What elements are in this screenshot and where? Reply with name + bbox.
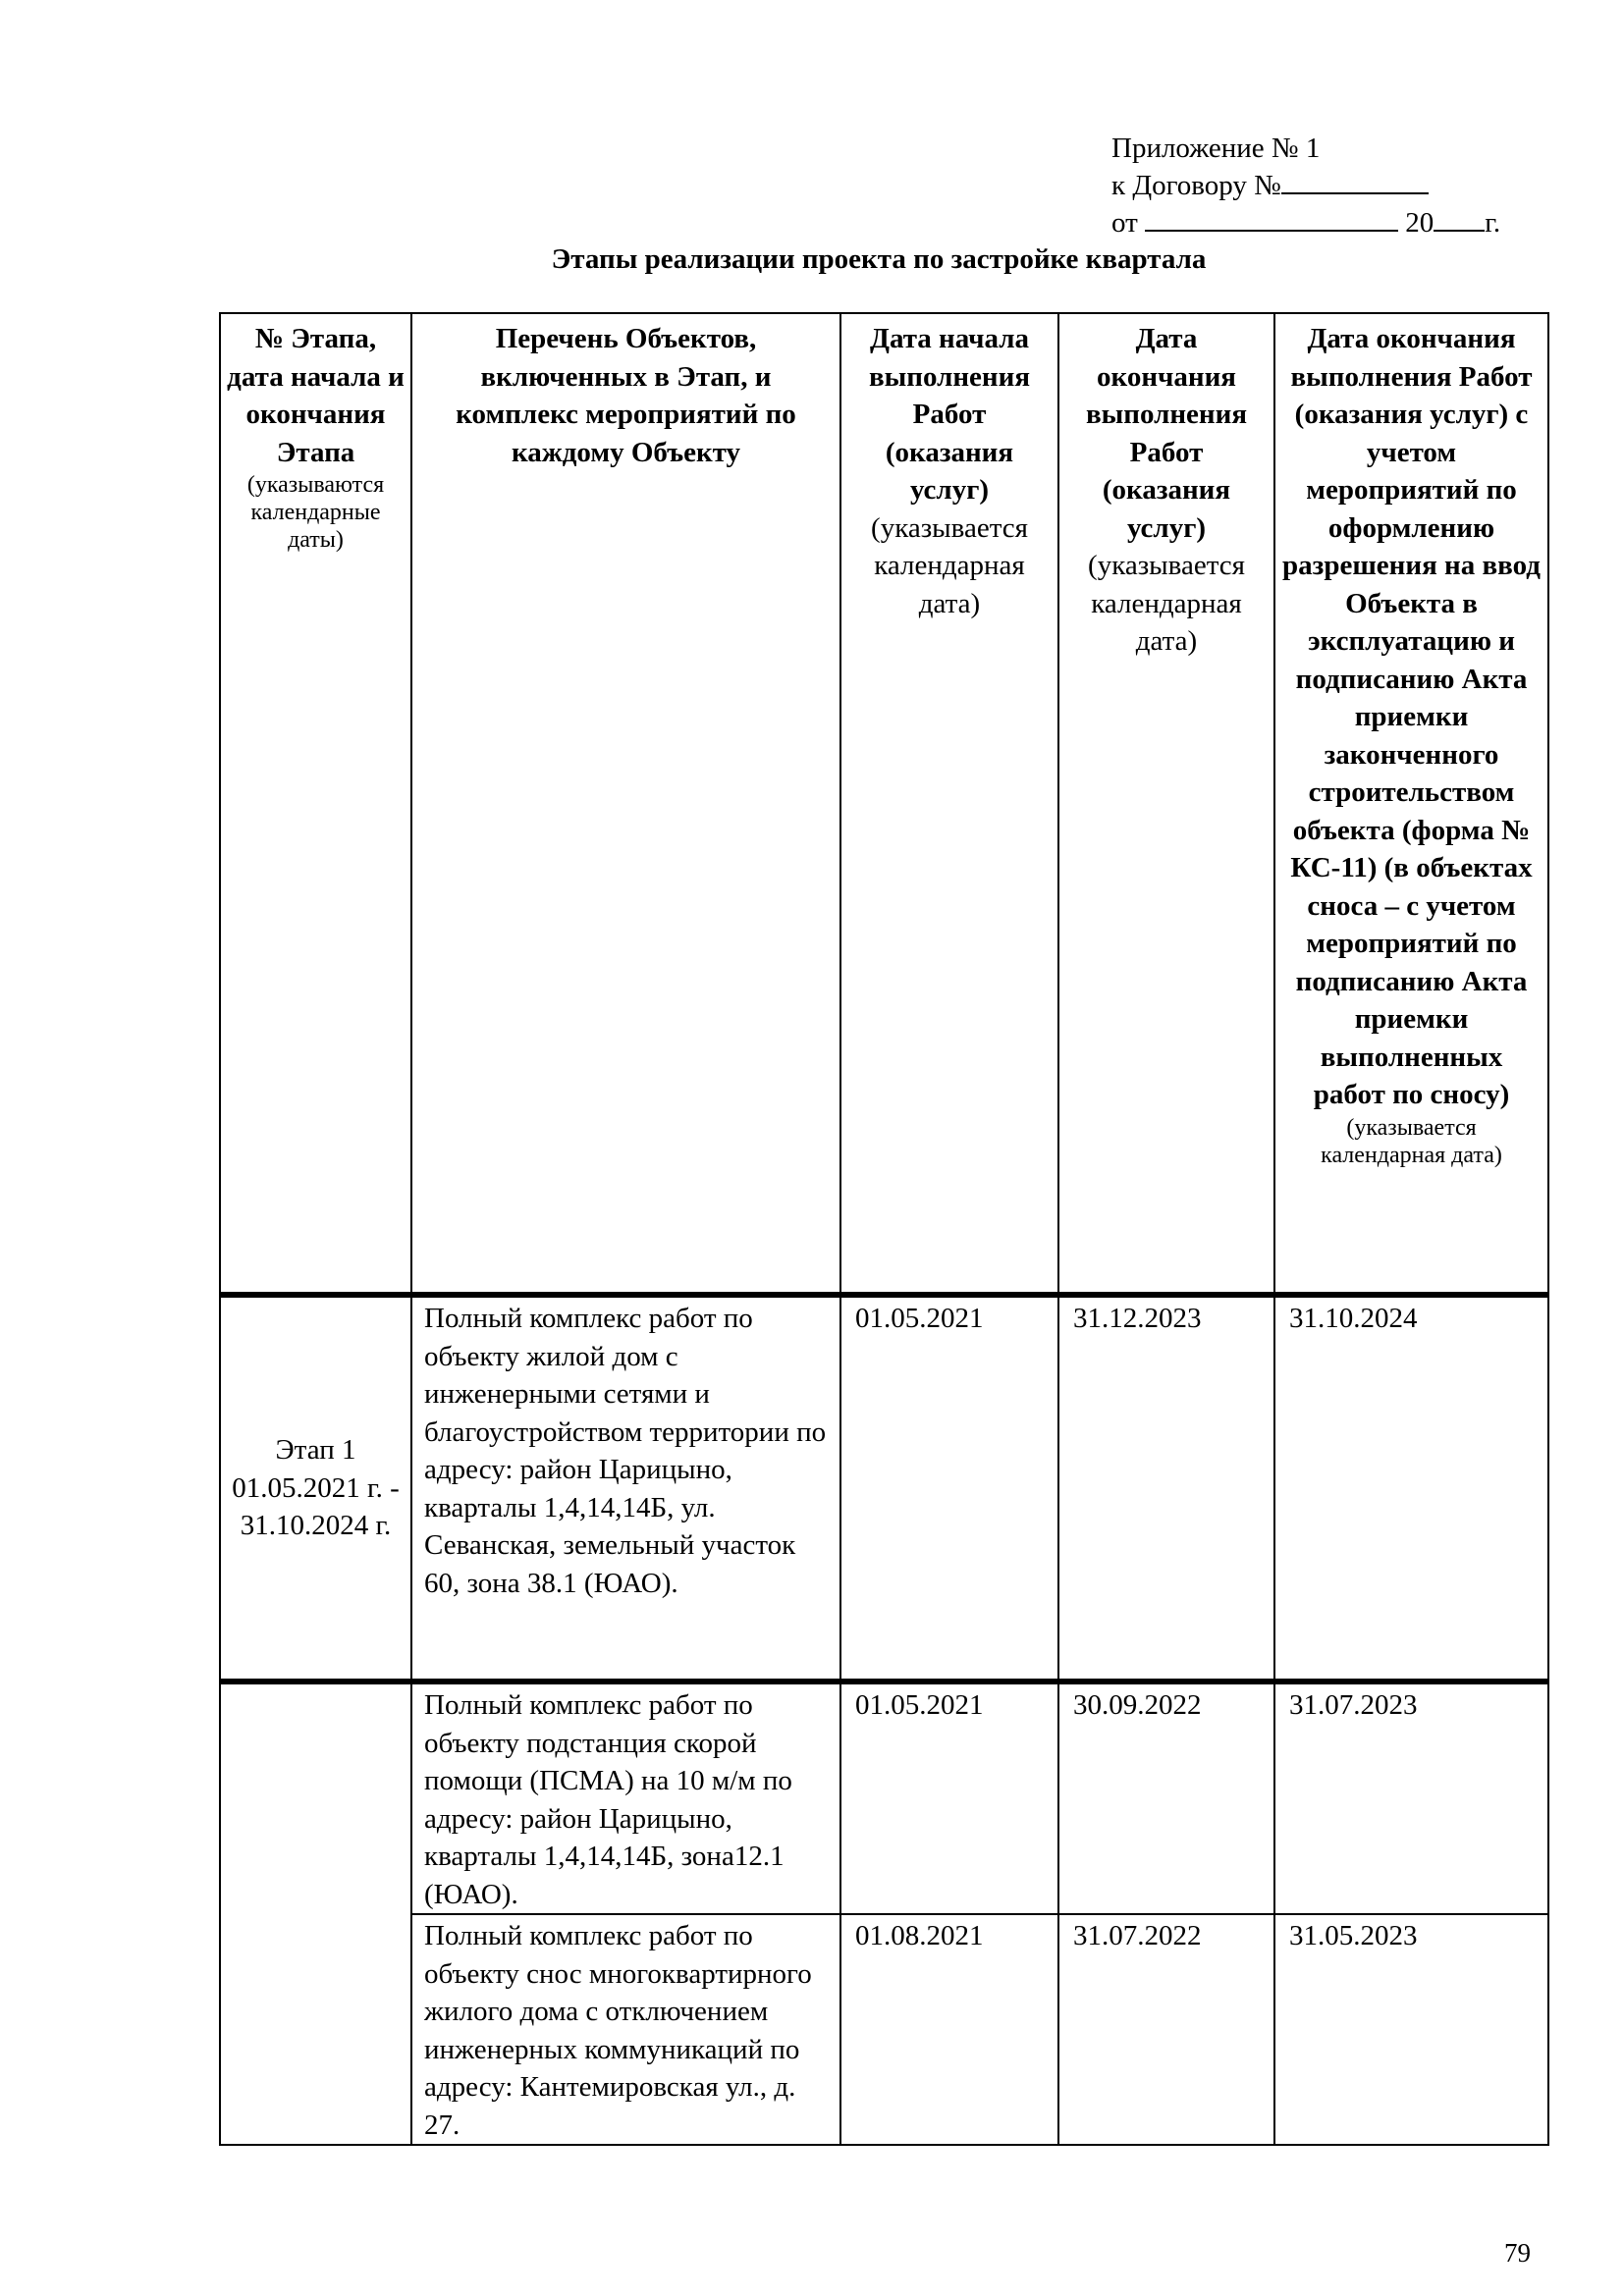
document-title: Этапы реализации проекта по застройке квартала [551, 243, 1207, 275]
final-date: 31.10.2024 [1274, 1295, 1548, 1682]
table-row [220, 1914, 1548, 2145]
year-prefix: 20 [1405, 207, 1435, 239]
stage-cell [220, 1682, 411, 2145]
header-final-date [1274, 313, 1548, 1295]
object-description: Полный комплекс работ по объекту подстанция скорой помощи (ПСМА) на 10 м/м по адресу: район Царицыно, кварталы 1,4,14,14Б, зона12.1 (ЮАО). [411, 1682, 840, 1914]
year-suffix: г. [1485, 207, 1501, 239]
contract-number-line [1111, 167, 1500, 204]
final-date: 31.07.2023 [1274, 1682, 1548, 1914]
start-date: 01.08.2021 [840, 1914, 1058, 2145]
appendix-block [1111, 130, 1500, 241]
header-objects [411, 313, 840, 1295]
contract-number-blank [1281, 167, 1429, 194]
header-end-note: (указывается календарная дата) [1088, 550, 1245, 657]
appendix-number: Приложение № 1 [1111, 133, 1321, 164]
header-start-note: (указывается календарная дата) [871, 511, 1028, 619]
end-date: 30.09.2022 [1058, 1682, 1274, 1914]
header-end-title: Дата окончания выполнения Работ (оказания услуг) [1085, 323, 1248, 544]
object-description: Полный комплекс работ по объекту снос многоквартирного жилого дома с отключением инженерных коммуникаций по адресу: Кантемировская ул., д. 27. [411, 1914, 840, 2145]
end-date: 31.07.2022 [1058, 1914, 1274, 2145]
start-date: 01.05.2021 [840, 1682, 1058, 1914]
header-start-date [840, 313, 1058, 1295]
header-final-title: Дата окончания выполнения Работ (оказания услуг) с учетом мероприятий по оформлению разрешения на ввод Объекта в эксплуатацию и подписанию Акта приемки законченного строительством объекта (форма № КС-11) (в объектах сноса – с учетом мероприятий по подписанию Акта приемки выполненных работ по сносу) [1282, 323, 1541, 1110]
table-row [220, 1682, 1548, 1914]
stage-cell: Этап 1 01.05.2021 г. - 31.10.2024 г. [220, 1295, 411, 1682]
date-label: от [1111, 207, 1138, 239]
header-start-title: Дата начала выполнения Работ (оказания услуг) [868, 323, 1031, 506]
header-stage [220, 313, 411, 1295]
header-stage-note: (указываются календарные даты) [246, 472, 385, 553]
page-number: 79 [1504, 2238, 1531, 2268]
date-blank [1145, 204, 1398, 232]
header-final-note: (указывается календарная дата) [1321, 1114, 1502, 1168]
contract-date-line [1111, 204, 1500, 241]
header-objects-title: Перечень Объектов, включенных в Этап, и комплекс мероприятий по каждому Объекту [456, 323, 796, 468]
header-stage-title: № Этапа, дата начала и окончания Этапа [227, 323, 405, 468]
object-description: Полный комплекс работ по объекту жилой дом с инженерными сетями и благоустройством территории по адресу: район Царицыно, кварталы 1,4,14,14Б, ул. Севанская, земельный участок 60, зона 38.1 (ЮАО). [411, 1295, 840, 1682]
start-date: 01.05.2021 [840, 1295, 1058, 1682]
table-header-row [220, 313, 1548, 1295]
contract-label: к Договору № [1111, 170, 1281, 201]
header-end-date [1058, 313, 1274, 1295]
table-row [220, 1295, 1548, 1682]
year-blank [1434, 204, 1485, 232]
stages-table [219, 312, 1549, 2146]
final-date: 31.05.2023 [1274, 1914, 1548, 2145]
end-date: 31.12.2023 [1058, 1295, 1274, 1682]
